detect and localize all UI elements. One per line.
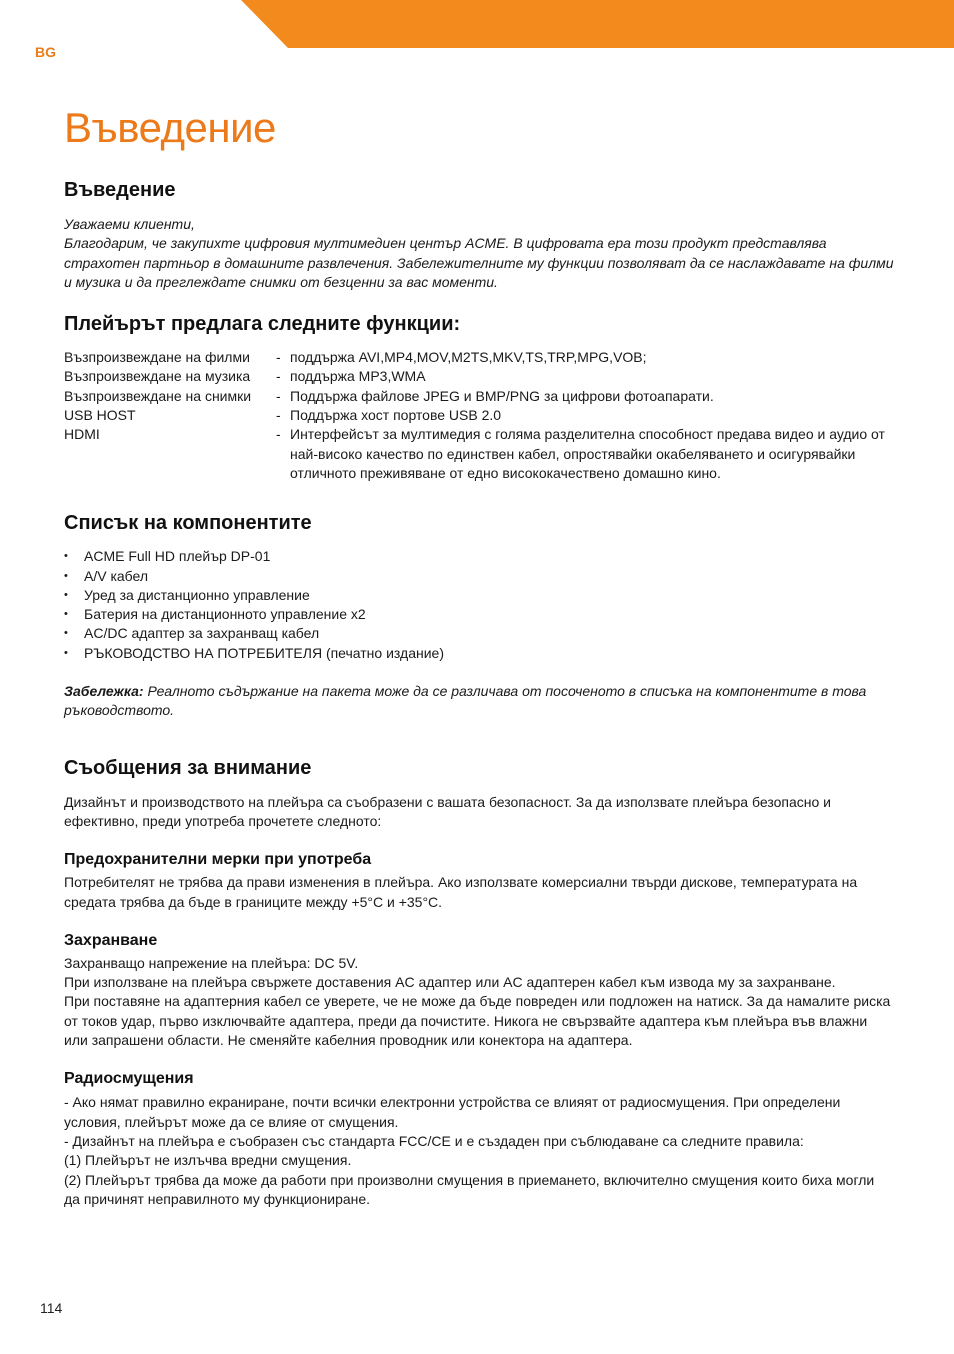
language-code: BG: [35, 44, 56, 60]
orange-band: [241, 0, 954, 48]
intro-text: Благодарим, че закупихте цифровия мултимедиен център ACME. В цифровата ера този продукт представлява страхотен партньор в домашните развлечения. Забележителните му функции позволяват да се наслаждавате на филми и музика и да преглеждате снимки от безценни за вас моменти.: [64, 235, 894, 290]
list-item: [64, 644, 894, 663]
feature-row: [64, 425, 894, 483]
power-line: При поставяне на адаптерния кабел се уверете, че не може да бъде повреден или подложен на натиск. За да намалите риска от токов удар, първо изключвайте адаптера, преди да почистите. Никога не свързвайте адаптера към плейъра във влажни или запрашени области. Не сменяйте кабелния проводник или конектора на адаптера.: [64, 993, 891, 1049]
precautions-heading: Предохранителни мерки при употреба: [64, 851, 372, 869]
feature-name: Възпроизвеждане на снимки: [64, 387, 252, 404]
bullet-icon: •: [64, 588, 68, 601]
warnings-intro: Дизайнът и производството на плейъра са съобразени с вашата безопасност. За да използвате плейъра безопасно и ефективно, преди употреба прочетете следното:: [64, 793, 831, 829]
radio-line: - Дизайнът на плейъра е съобразен със стандарта FCC/CE и е създаден при съблюдаване са следните правила:: [64, 1132, 804, 1149]
bullet-icon: •: [64, 627, 68, 640]
feature-name: USB HOST: [64, 407, 136, 424]
bullet-icon: •: [64, 550, 68, 563]
radio-heading: Радиосмущения: [64, 1070, 194, 1088]
header-banner: [0, 0, 954, 48]
component-label: ACME Full HD плейър DP-01: [84, 548, 271, 565]
bullet-icon: •: [64, 646, 68, 659]
radio-line: (2) Плейърът трябва да може да работи при произволни смущения в приемането, включително смущения които биха могли да причинят неправилното му функциониране.: [64, 1171, 875, 1207]
bullet-icon: •: [64, 608, 68, 621]
list-item: [64, 605, 894, 624]
feature-name: Възпроизвеждане на музика: [64, 368, 251, 385]
feature-dash: -: [276, 387, 281, 404]
list-item: [64, 567, 894, 586]
component-label: AC/DC адаптер за захранващ кабел: [84, 625, 320, 642]
intro-heading: Въведение: [64, 179, 176, 201]
power-line: Захранващо напрежение на плейъра: DC 5V.: [64, 954, 359, 971]
power-line: При използване на плейъра свържете доставения AC адаптер или AC адаптерен кабел към извода му за захранване.: [64, 974, 836, 991]
feature-dash: -: [276, 407, 281, 424]
feature-row: [64, 406, 894, 425]
feature-desc: Интерфейсът за мултимедия с голяма разделителна способност предава видео и аудио от най-високо качество по единствен кабел, опростявайки окабеляването и осигурявайки отличното преживяване от едно висококачествено домашно кино.: [290, 426, 885, 481]
note-label: Забележка:: [64, 683, 144, 700]
feature-desc: поддържа MP3,WMA: [290, 368, 426, 385]
page-title: Въведение: [64, 104, 276, 151]
component-label: A/V кабел: [84, 567, 149, 584]
component-label: Батерия на дистанционното управление x2: [84, 606, 366, 623]
feature-row: [64, 367, 894, 386]
features-heading: Плейърът предлага следните функции:: [64, 313, 461, 336]
intro-greeting: Уважаеми клиенти,: [64, 216, 195, 232]
feature-desc: поддържа AVI,MP4,MOV,M2TS,MKV,TS,TRP,MPG,VOB;: [290, 349, 647, 366]
warnings-heading: Съобщения за внимание: [64, 756, 312, 779]
list-item: [64, 624, 894, 643]
bullet-icon: •: [64, 569, 68, 582]
component-label: РЪКОВОДСТВО НА ПОТРЕБИТЕЛЯ (печатно издание): [84, 644, 444, 661]
components-heading: Списък на компонентите: [64, 512, 312, 535]
features-list: [64, 348, 894, 483]
feature-dash: -: [276, 426, 281, 443]
precautions-text: Потребителят не трябва да прави изменения в плейъра. Ако използвате комерсиални твърди дискове, температурата на средата трябва да бъде в границите между +5°C и +35°C.: [64, 874, 858, 910]
list-item: [64, 586, 894, 605]
power-heading: Захранване: [64, 931, 158, 949]
feature-name: HDMI: [64, 426, 100, 443]
radio-line: - Ако нямат правилно екраниране, почти всички електронни устройства се влияят от радиосмущения. При определени условия, плейърът може да се влияе от смущения.: [64, 1094, 841, 1130]
feature-desc: Поддържа файлове JPEG и BMP/PNG за цифрови фотоапарати.: [290, 387, 714, 404]
components-note: [64, 682, 894, 721]
feature-row: [64, 387, 894, 406]
components-list: [64, 547, 894, 663]
list-item: [64, 547, 894, 566]
page-number: 114: [40, 1300, 63, 1316]
feature-row: [64, 348, 894, 367]
feature-name: Възпроизвеждане на филми: [64, 349, 250, 366]
feature-dash: -: [276, 368, 281, 385]
radio-line: (1) Плейърът не излъчва вредни смущения.: [64, 1152, 352, 1169]
note-text: Реалното съдържание на пакета може да се различава от посоченото в списъка на компонентите в това ръководството.: [64, 683, 867, 719]
feature-dash: -: [276, 349, 281, 366]
feature-desc: Поддържа хост портове USB 2.0: [290, 407, 502, 424]
component-label: Уред за дистанционно управление: [84, 586, 310, 603]
document-body: [64, 178, 894, 1209]
